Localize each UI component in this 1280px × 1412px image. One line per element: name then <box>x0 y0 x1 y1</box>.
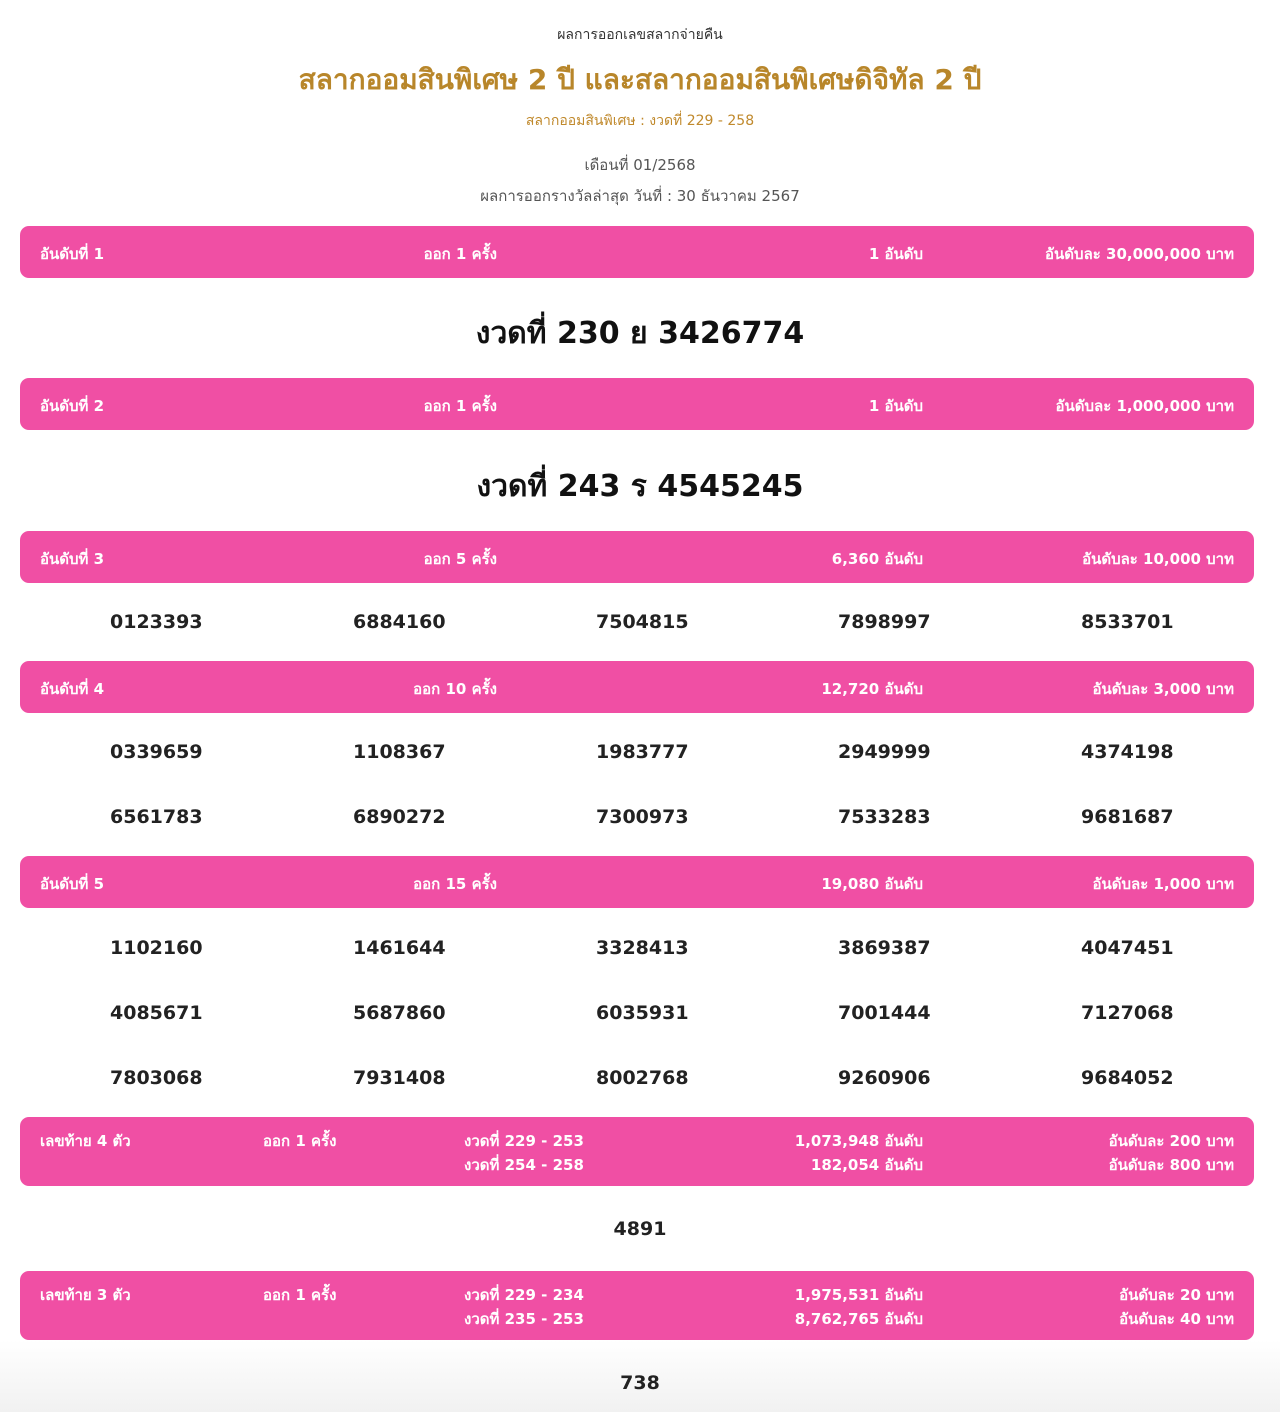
winning-number: 3328413 <box>596 937 689 959</box>
winning-number: 1108367 <box>353 741 446 763</box>
prize-times: ออก 1 ครั้ง <box>423 245 497 263</box>
winning-number: 5687860 <box>353 1002 446 1024</box>
last4-header <box>20 1117 1254 1186</box>
winning-number: 7898997 <box>838 611 931 633</box>
prize-amount: อันดับละ 1,000 บาท <box>1092 875 1234 893</box>
prize-3-numbers-row <box>0 611 1280 641</box>
winning-number: 4085671 <box>110 1002 203 1024</box>
winning-number: 7504815 <box>596 611 689 633</box>
winning-number: 7001444 <box>838 1002 931 1024</box>
winning-number: 6890272 <box>353 806 446 828</box>
prize-1-winning-number: งวดที่ 230 ย 3426774 <box>475 316 805 351</box>
amount: อันดับละ 200 บาท <box>1108 1132 1234 1150</box>
prize-periods <box>464 1283 584 1331</box>
prize-5-header <box>20 856 1254 908</box>
prize-amount: อันดับละ 30,000,000 บาท <box>1045 245 1234 263</box>
prize-rank: อันดับที่ 3 <box>40 550 105 568</box>
winning-number: 9260906 <box>838 1067 931 1089</box>
prize-4-header <box>20 661 1254 713</box>
prize-amounts <box>1109 1129 1234 1177</box>
header-kicker: ผลการออกเลขสลากจ่ายคืน <box>557 27 723 43</box>
prize-counts <box>795 1129 923 1177</box>
last3-number: 738 <box>620 1372 660 1394</box>
prize-count: 6,360 อันดับ <box>831 550 923 568</box>
winning-number: 6035931 <box>596 1002 689 1024</box>
prize-times: ออก 1 ครั้ง <box>263 1132 337 1150</box>
prize-4-numbers-row-1 <box>0 741 1280 771</box>
count: 1,975,531 อันดับ <box>794 1286 923 1304</box>
prize-rank: อันดับที่ 4 <box>40 680 105 698</box>
winning-number: 1102160 <box>110 937 203 959</box>
prize-2-winning-number: งวดที่ 243 ร 4545245 <box>476 469 804 504</box>
winning-number: 4047451 <box>1081 937 1174 959</box>
prize-rank: อันดับที่ 2 <box>40 397 105 415</box>
prize-amount: อันดับละ 10,000 บาท <box>1082 550 1234 568</box>
winning-number: 7127068 <box>1081 1002 1174 1024</box>
last3-header <box>20 1271 1254 1340</box>
prize-count: 1 อันดับ <box>868 245 923 263</box>
winning-number: 7300973 <box>596 806 689 828</box>
winning-number: 7931408 <box>353 1067 446 1089</box>
prize-amount: อันดับละ 3,000 บาท <box>1092 680 1234 698</box>
prize-times: ออก 1 ครั้ง <box>423 397 497 415</box>
prize-counts <box>795 1283 923 1331</box>
winning-number: 6561783 <box>110 806 203 828</box>
winning-number: 4374198 <box>1081 741 1174 763</box>
winning-number: 7533283 <box>838 806 931 828</box>
period: งวดที่ 229 - 234 <box>464 1286 584 1304</box>
prize-count: 12,720 อันดับ <box>821 680 923 698</box>
winning-number: 8002768 <box>596 1067 689 1089</box>
winning-number: 1983777 <box>596 741 689 763</box>
winning-number: 6884160 <box>353 611 446 633</box>
prize-amount: อันดับละ 1,000,000 บาท <box>1055 397 1234 415</box>
winning-number: 9684052 <box>1081 1067 1174 1089</box>
prize-4-numbers-row-2 <box>0 806 1280 836</box>
prize-5-numbers-row-1 <box>0 937 1280 967</box>
period: งวดที่ 235 - 253 <box>464 1310 584 1328</box>
prize-rank: อันดับที่ 5 <box>40 875 105 893</box>
prize-times: ออก 15 ครั้ง <box>413 875 497 893</box>
count: 182,054 อันดับ <box>810 1156 923 1174</box>
amount: อันดับละ 20 บาท <box>1119 1286 1234 1304</box>
winning-number: 8533701 <box>1081 611 1174 633</box>
winning-number: 9681687 <box>1081 806 1174 828</box>
page-title: สลากออมสินพิเศษ 2 ปี และสลากออมสินพิเศษดิจิทัล 2 ปี <box>298 63 982 96</box>
count: 1,073,948 อันดับ <box>794 1132 923 1150</box>
page-subtitle: สลากออมสินพิเศษ : งวดที่ 229 - 258 <box>525 113 755 129</box>
winning-number: 0123393 <box>110 611 203 633</box>
prize-times: ออก 1 ครั้ง <box>263 1286 337 1304</box>
count: 8,762,765 อันดับ <box>794 1310 923 1328</box>
prize-amounts <box>1119 1283 1234 1331</box>
prize-2-header <box>20 378 1254 430</box>
period: งวดที่ 254 - 258 <box>464 1156 584 1174</box>
prize-times: ออก 10 ครั้ง <box>413 680 497 698</box>
prize-rank: เลขท้าย 3 ตัว <box>40 1286 131 1304</box>
prize-5-numbers-row-2 <box>0 1002 1280 1032</box>
prize-times: ออก 5 ครั้ง <box>423 550 497 568</box>
draw-month: เดือนที่ 01/2568 <box>584 156 696 174</box>
winning-number: 1461644 <box>353 937 446 959</box>
winning-number: 3869387 <box>838 937 931 959</box>
prize-count: 1 อันดับ <box>868 397 923 415</box>
winning-number: 0339659 <box>110 741 203 763</box>
prize-count: 19,080 อันดับ <box>821 875 923 893</box>
prize-1-header <box>20 226 1254 278</box>
amount: อันดับละ 40 บาท <box>1119 1310 1234 1328</box>
prize-5-numbers-row-3 <box>0 1067 1280 1097</box>
winning-number: 2949999 <box>838 741 931 763</box>
prize-rank: อันดับที่ 1 <box>40 245 105 263</box>
last4-number: 4891 <box>613 1218 667 1240</box>
winning-number: 7803068 <box>110 1067 203 1089</box>
amount: อันดับละ 800 บาท <box>1108 1156 1234 1174</box>
period: งวดที่ 229 - 253 <box>464 1132 584 1150</box>
prize-rank: เลขท้าย 4 ตัว <box>40 1132 131 1150</box>
prize-3-header <box>20 531 1254 583</box>
prize-periods <box>464 1129 584 1177</box>
latest-draw-date: ผลการออกรางวัลล่าสุด วันที่ : 30 ธันวาคม 2567 <box>480 187 800 205</box>
